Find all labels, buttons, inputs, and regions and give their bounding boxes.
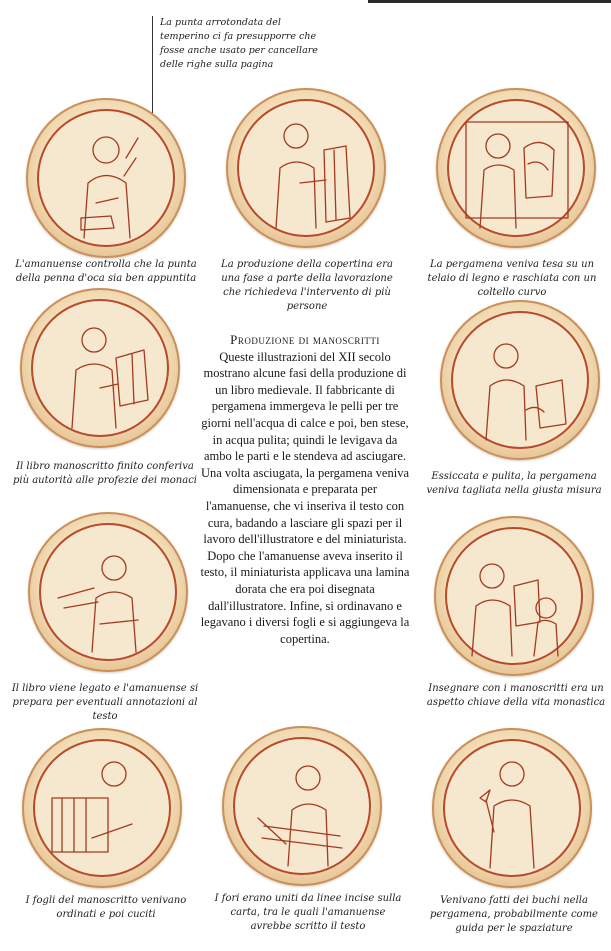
top-rule bbox=[368, 0, 611, 3]
intro-text-block bbox=[200, 332, 410, 647]
annotation-note: La punta arrotondata del temperino ci fa presupporre che fosse anche usato per cancellare delle righe sulla pagina bbox=[160, 17, 318, 70]
caption-cutting: Essiccata e pulita, la pergamena veniva tagliata nella giusta misura bbox=[426, 471, 602, 496]
medallion-binding bbox=[28, 512, 188, 672]
medallion-finished-book bbox=[20, 288, 180, 448]
medallion-cover-making bbox=[226, 88, 386, 248]
intro-body: Queste illustrazioni del XII secolo mostrano alcune fasi della produzione di un libro medievale. Il fabbricante di pergamena immergeva le pelli per tre giorni nell'acqua di calce e poi, ben stese, in acqua pulita; quindi le levigava da ambo le parti e le stendeva ad asciugare. Una volta asciugata, la pergamena veniva dimensionata e preparata per l'amanuense, che vi inseriva il testo con cura, badando a lasciare gli spazi per il lavoro dell'illustratore e del miniaturista. Dopo che l'amanuense aveva inserito il testo, il miniaturista applicava una lamina dorata che era poi disegnata dall'illustratore. Infine, si ordinavano e legavano i diversi fogli e si aggiungeva la copertina. bbox=[200, 349, 410, 646]
medallion-scribe-pen bbox=[26, 98, 186, 258]
caption-ruling: I fori erano uniti da linee incise sulla carta, tra le quali l'amanuense avrebbe scritto il testo bbox=[214, 893, 402, 932]
caption-pricking: Venivano fatti dei buchi nella pergamena, probabilmente come guida per le spaziature bbox=[430, 895, 598, 934]
caption-teaching: Insegnare con i manoscritti era un aspetto chiave della vita monastica bbox=[426, 683, 606, 708]
medallion-ruling bbox=[222, 726, 382, 886]
caption-sewing: I fogli del manoscritto venivano ordinati e poi cuciti bbox=[25, 895, 187, 920]
medallion-teaching bbox=[434, 516, 594, 676]
medallion-frame-stretching bbox=[436, 88, 596, 248]
caption-scribe-pen: L'amanuense controlla che la punta della penna d'oca sia ben appuntita bbox=[15, 259, 197, 284]
medallion-pricking bbox=[432, 728, 592, 888]
caption-frame-stretching: La pergamena veniva tesa su un telaio di legno e raschiata con un coltello curvo bbox=[427, 259, 597, 298]
caption-finished-book: Il libro manoscritto finito conferiva più autorità alle profezie dei monaci bbox=[12, 461, 198, 486]
intro-title: Produzione di manoscritti bbox=[230, 332, 380, 347]
medallion-sewing bbox=[22, 728, 182, 888]
caption-cover-making: La produzione della copertina era una fase a parte della lavorazione che richiedeva l'intervento di più persone bbox=[221, 259, 393, 312]
medallion-cutting bbox=[440, 300, 600, 460]
caption-binding: Il libro viene legato e l'amanuense si prepara per eventuali annotazioni al testo bbox=[11, 683, 199, 722]
